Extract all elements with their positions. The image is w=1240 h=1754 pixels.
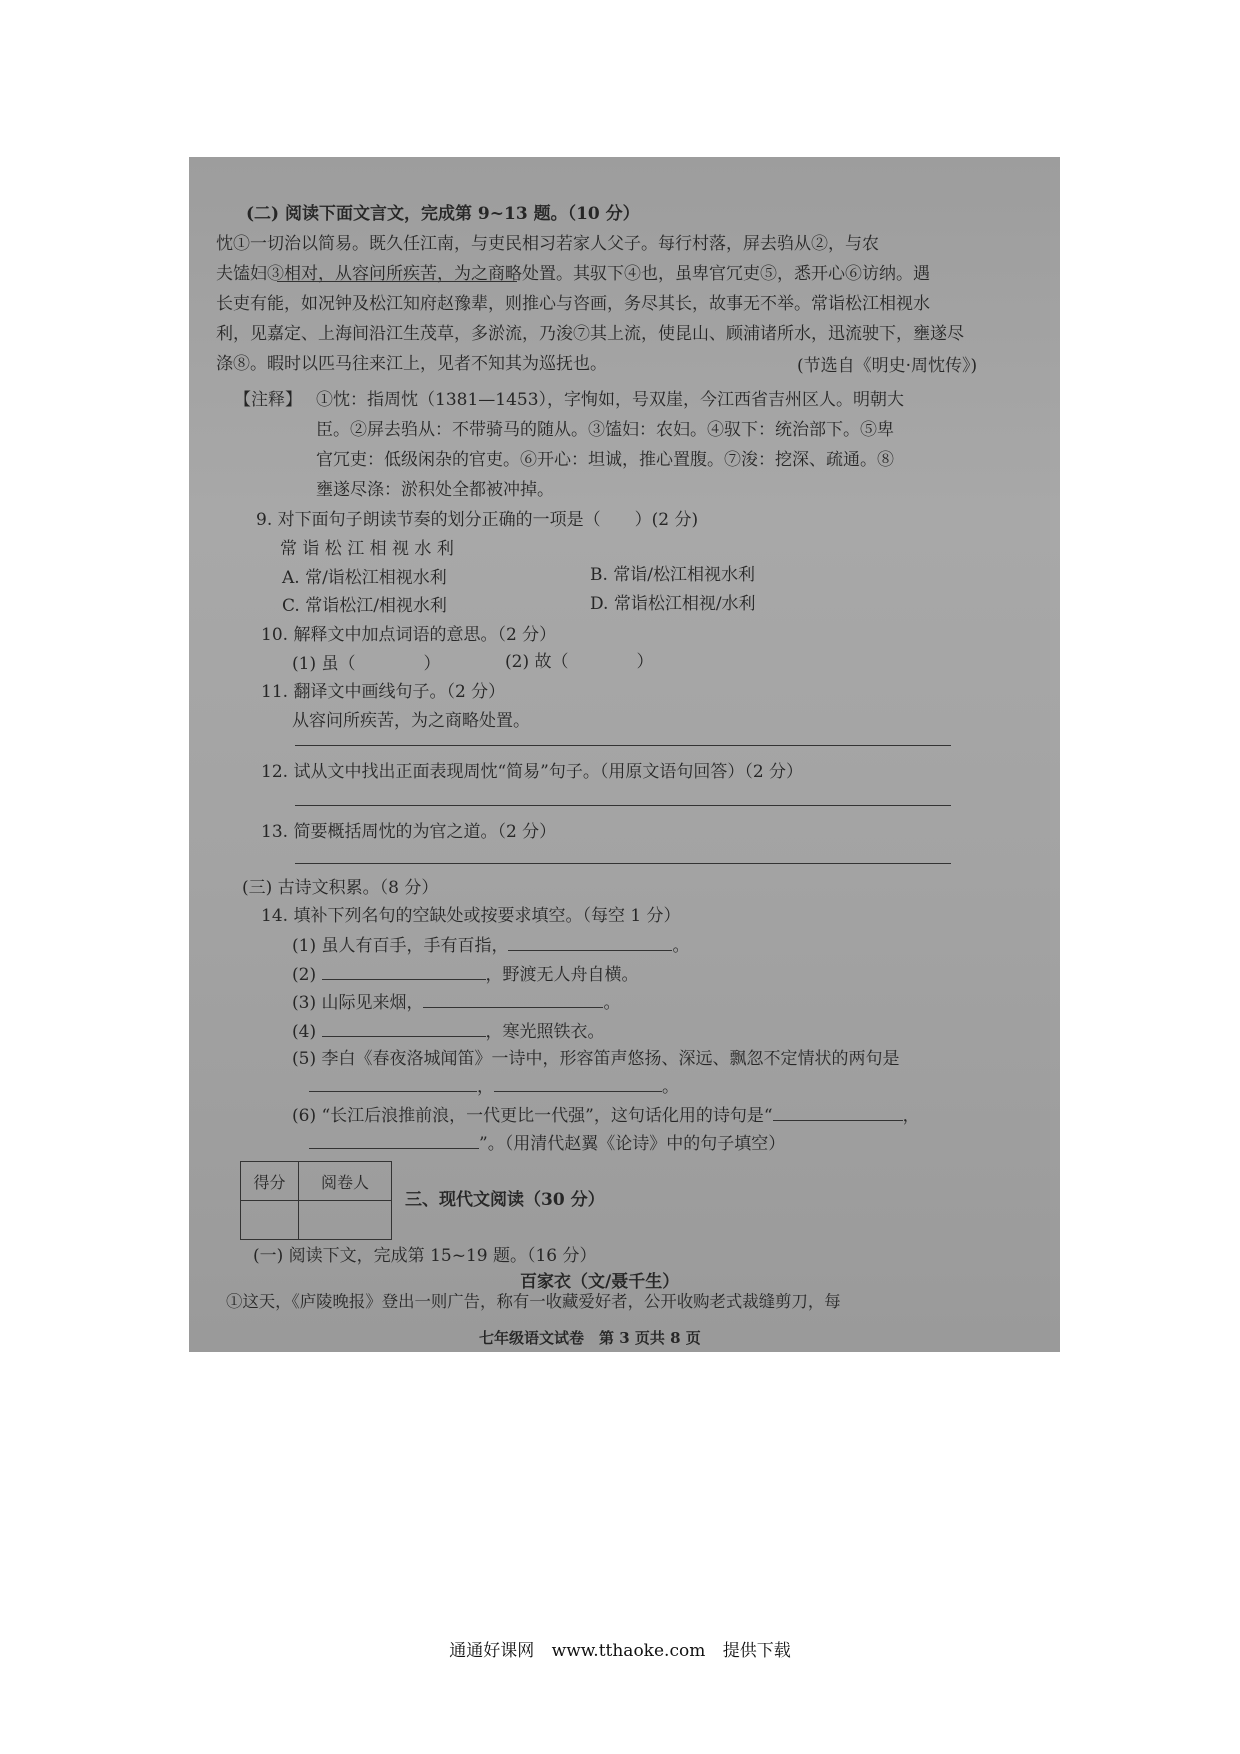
download-footer [0,1636,1240,1661]
note-line: 官冗吏：低级闲杂的官吏。⑥开心：坦诚，推心置腹。⑦浚：挖深、疏通。⑧ [316,450,894,470]
q14-line-2-prefix: (2) [292,965,317,985]
q14-line-4-prefix: (4) [292,1022,317,1042]
q13-answer-line [295,863,951,864]
reading1-first-line: ①这天，《庐陵晚报》登出一则广告，称有一收藏爱好者，公开收购老式裁缝剪刀，每 [226,1292,841,1311]
q12-stem: 12. 试从文中找出正面表现周忱“简易”句子。（用原文语句回答）（2 分） [261,762,804,782]
q14-blank-2 [322,963,486,980]
q11-sentence: 从容问所疾苦，为之商略处置。 [292,711,530,731]
q14-line-6: (6) “长江后浪推前浪，一代更比一代强”，这句话化用的诗句是“ ， [292,1106,920,1126]
q14-line-5: (5) 李白《春夜洛城闻笛》一诗中，形容笛声悠扬、深远、飘忽不定情状的两句是 [292,1049,900,1069]
page-footer: 七年级语文试卷 第 3 页共 8 页 [479,1329,701,1347]
q9-sentence: 常 诣 松 江 相 视 水 利 [280,539,454,559]
reading1-title: 百家衣（文/聂千生） [520,1272,680,1292]
q14-line-6-tail-text: ”。（用清代赵翼《论诗》中的句子填空） [479,1134,786,1154]
passage-source: (节选自《明史·周忱传》) [797,356,978,376]
q14-line-6-text: (6) “长江后浪推前浪，一代更比一代强”，这句话化用的诗句是“ [292,1106,773,1126]
q13-stem: 13. 简要概括周忱的为官之道。（2 分） [261,822,557,842]
note-line: 臣。②屏去驺从：不带骑马的随从。③馌妇：农妇。④驭下：统治部下。⑤卑 [316,420,894,440]
q14-blank-3 [423,991,603,1008]
underlined-sentence-mark [277,281,517,282]
grader-cell [299,1201,392,1240]
q14-line-2-suffix: ，野渡无人舟自横。 [485,965,639,985]
q12-answer-line [295,805,951,806]
passage-line: 利，见嘉定、上海间沿江生茂草，多淤流，乃浚⑦其上流，使昆山、顾浦诸所水，迅流驶下，壅遂尽 [216,324,964,344]
footer-url[interactable]: www.tthaoke.com [551,1641,706,1661]
q11-answer-line [295,745,951,746]
q10-stem: 10. 解释文中加点词语的意思。（2 分） [261,625,557,645]
passage-line: 涤⑧。暇时以匹马往来江上，见者不知其为巡抚也。 [216,354,607,374]
q14-line-1: (1) 虽人有百手，手有百指， 。 [292,936,690,956]
q14-blank-6b [309,1132,479,1149]
exam-page-photo [189,157,1060,1352]
q9-option-d: D. 常诣松江相视/水利 [590,594,756,614]
section2-heading: (二) 阅读下面文言文，完成第 9~13 题。（10 分） [246,204,640,224]
q9-option-b: B. 常诣/松江相视水利 [590,565,756,585]
score-table [240,1161,392,1240]
q14-line-2 [292,963,639,986]
q9-option-c: C. 常诣松江/相视水利 [282,596,447,616]
score-cell [241,1201,299,1240]
q10-item-2: (2) 故（ ） [505,652,654,672]
q14-blank-5b [494,1075,662,1092]
q14-line-3: (3) 山际见来烟， 。 [292,993,621,1013]
passage-line: 长吏有能，如况钟及松江知府赵豫辈，则推心与咨画，务尽其长，故事无不举。常诣松江相视水 [216,294,930,314]
q14-blank-6a [773,1104,903,1121]
grader-header: 阅卷人 [299,1162,392,1201]
q14-blank-1 [508,934,672,951]
note-line: 壅遂尽涤：淤积处全都被冲掉。 [316,480,554,500]
q9-stem: 9. 对下面句子朗读节奏的划分正确的一项是（ ）(2 分) [256,510,699,530]
notes-label: 【注释】 [234,390,302,410]
score-header: 得分 [241,1162,299,1201]
q10-item-1: (1) 虽（ ） [292,654,441,674]
q14-blank-4 [322,1020,486,1037]
q14-stem: 14. 填补下列名句的空缺处或按要求填空。（每空 1 分） [261,906,681,926]
q14-line-6-tail [309,1132,785,1155]
passage-line: 夫馌妇③相对，从容问所疾苦，为之商略处置。其驭下④也，虽卑官冗吏⑤，悉开心⑥访纳。遇 [216,264,930,284]
reading1-heading: (一) 阅读下文，完成第 15~19 题。（16 分） [253,1246,597,1266]
q14-line-5-blanks: ， 。 [309,1075,679,1098]
q14-line-4-suffix: ，寒光照铁衣。 [485,1022,605,1042]
note-line: ①忱：指周忱（1381—1453），字恂如，号双崖，今江西省吉州区人。明朝大 [316,390,905,410]
q11-stem: 11. 翻译文中画线句子。（2 分） [261,682,506,702]
footer-tail: 提供下载 [722,1641,791,1661]
q14-line-4 [292,1020,605,1043]
section3-heading: (三) 古诗文积累。（8 分） [242,878,439,898]
passage-line: 忱①一切治以简易。既久任江南，与吏民相习若家人父子。每行村落，屏去驺从②，与农 [216,234,879,254]
q9-option-a: A. 常/诣松江相视水利 [282,568,447,588]
q14-blank-5a [309,1075,477,1092]
q14-line-1-text: (1) 虽人有百手，手有百指， [292,936,509,956]
q14-line-3-text: (3) 山际见来烟， [292,993,424,1013]
part3-heading: 三、现代文阅读（30 分） [405,1190,605,1210]
footer-site-name: 通通好课网 [449,1641,535,1661]
